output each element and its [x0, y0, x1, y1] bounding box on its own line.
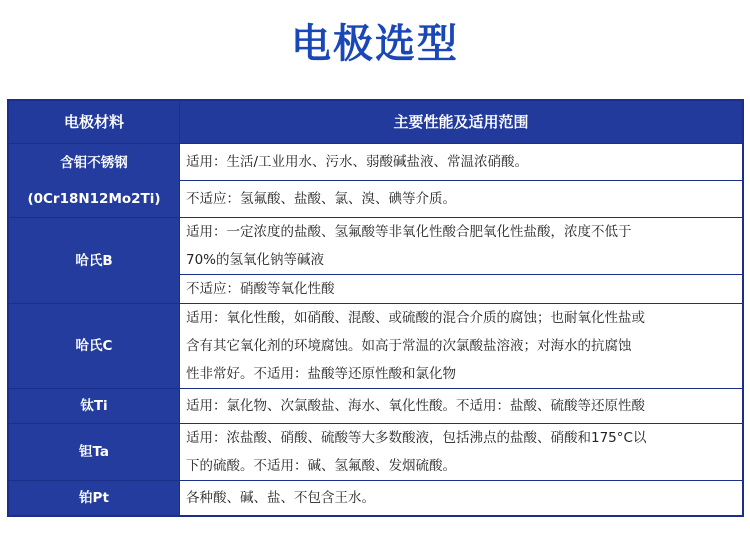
material-cell: [8, 424, 180, 481]
performance-cell: [180, 218, 744, 275]
material-cell: [8, 144, 180, 218]
header-performance: 主要性能及适用范围: [180, 100, 744, 144]
electrode-selection-table: [7, 99, 744, 517]
material-name: 含钼不锈钢: [60, 154, 128, 171]
header-material: 电极材料: [8, 100, 180, 144]
performance-text: 适用：氧化性酸，如硝酸、混酸、或硫酸的混合介质的腐蚀；也耐氧化性盐或: [186, 310, 645, 326]
performance-cell: [180, 275, 744, 304]
page-title: 电极选型: [291, 21, 459, 67]
performance-cell: [180, 389, 744, 424]
performance-text: 下的硫酸。不适用：碱、氢氟酸、发烟硫酸。: [186, 458, 456, 474]
performance-cell: [180, 481, 744, 517]
material-name: 钛Ti: [80, 398, 108, 414]
material-cell: [8, 481, 180, 517]
table-row: [8, 481, 743, 517]
table-row: [8, 304, 743, 389]
performance-cell: [180, 304, 744, 389]
unsuitable-text: 不适应：硝酸等氧化性酸: [186, 281, 335, 297]
material-cell: [8, 218, 180, 304]
performance-cell: [180, 181, 744, 218]
table-row: [8, 144, 743, 181]
material-name: 铂Pt: [79, 490, 109, 506]
material-grade: (0Cr18N12Mo2Ti): [27, 190, 161, 207]
unsuitable-text: 不适应：氢氟酸、盐酸、氯、溴、碘等介质。: [186, 191, 456, 207]
suitable-text: 适用：生活/工业用水、污水、弱酸碱盐液、常温浓硝酸。: [186, 154, 529, 170]
table-header-row: [8, 100, 743, 144]
performance-cell: [180, 144, 744, 181]
performance-text: 含有其它氧化剂的环境腐蚀。如高于常温的次氯酸盐溶液；对海水的抗腐蚀: [186, 338, 632, 354]
material-cell: [8, 389, 180, 424]
material-name: 哈氏C: [75, 338, 113, 354]
material-name: 钽Ta: [78, 444, 110, 460]
table-row: [8, 424, 743, 481]
performance-text: 适用：浓盐酸、硝酸、硫酸等大多数酸液，包括沸点的盐酸、硝酸和175°C以: [186, 430, 647, 446]
performance-cell: [180, 424, 744, 481]
table-row: [8, 218, 743, 275]
suitable-text: 70%的氢氧化钠等碱液: [186, 252, 325, 268]
performance-text: 性非常好。不适用：盐酸等还原性酸和氯化物: [186, 366, 456, 382]
material-name: 哈氏B: [75, 252, 113, 269]
performance-text: 各种酸、碱、盐、不包含王水。: [186, 490, 375, 506]
table-row: [8, 389, 743, 424]
suitable-text: 适用：一定浓度的盐酸、氢氟酸等非氧化性酸合肥氧化性盐酸，浓度不低于: [186, 224, 632, 240]
material-cell: [8, 304, 180, 389]
performance-text: 适用：氯化物、次氯酸盐、海水、氧化性酸。不适用：盐酸、硫酸等还原性酸: [186, 398, 645, 414]
